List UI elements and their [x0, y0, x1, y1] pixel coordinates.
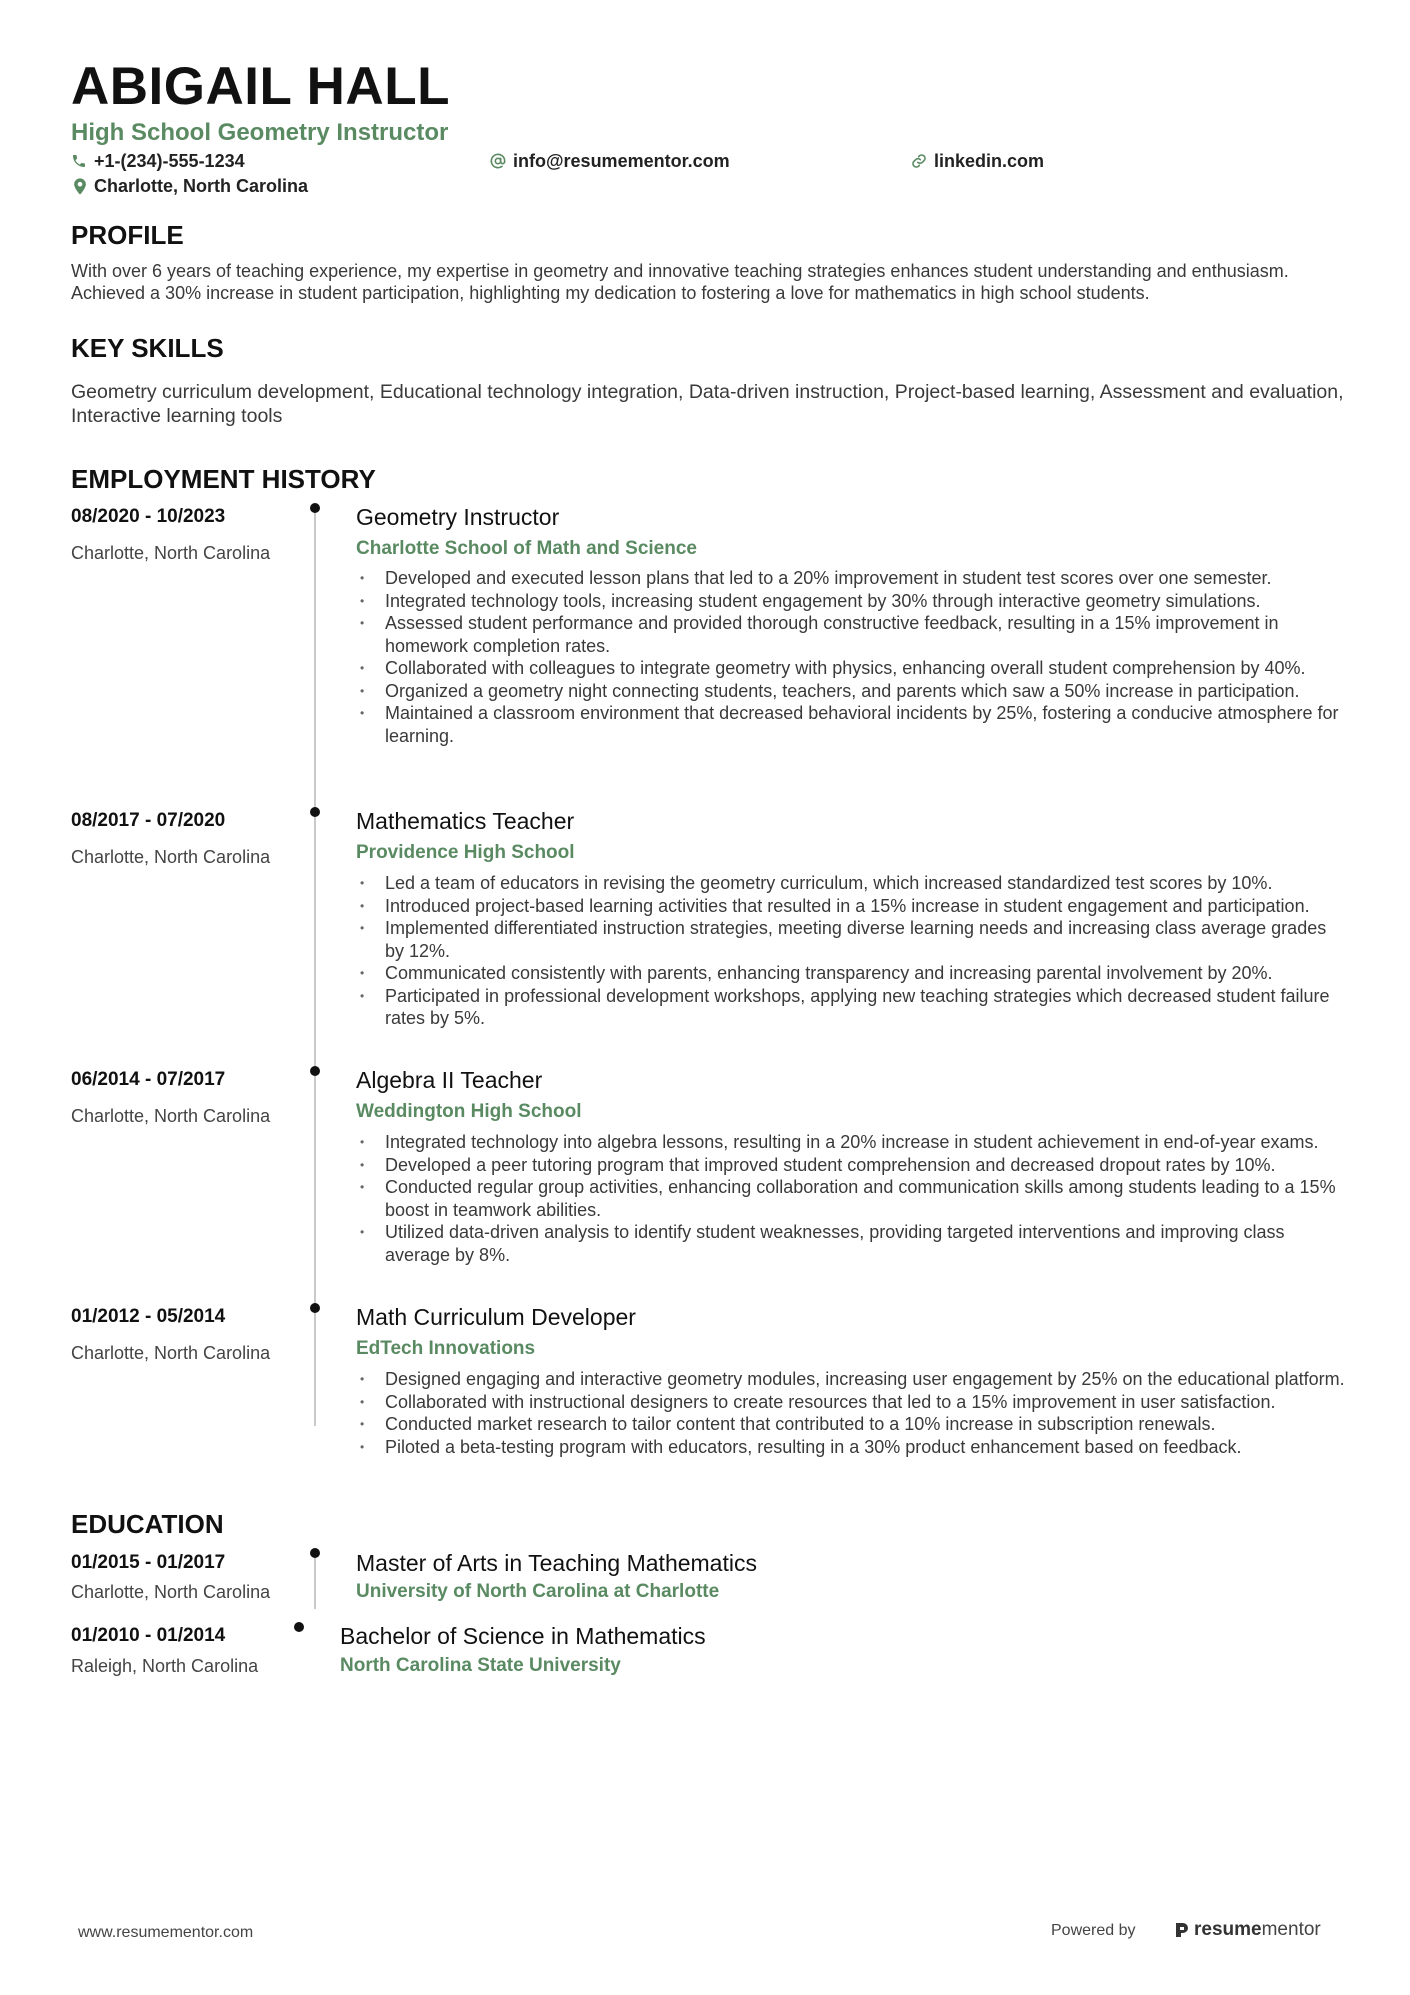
job-bullet: • Utilized data-driven analysis to identify student weaknesses, providing targeted interventions and improving class average by 8%.: [356, 1221, 1348, 1266]
timeline-dot: [310, 1066, 320, 1076]
job-bullet: • Organized a geometry night connecting students, teachers, and parents which saw a 50% increase in participation.: [356, 680, 1348, 703]
edu-school: North Carolina State University: [340, 1655, 621, 1676]
job-bullet: • Integrated technology into algebra lessons, resulting in a 20% increase in student achievement in end-of-year exams.: [356, 1131, 1348, 1154]
profile-heading: PROFILE: [71, 220, 184, 250]
brand-bold-text: resume: [1194, 1919, 1262, 1940]
edu-location: Raleigh, North Carolina: [71, 1656, 259, 1676]
job-bullets: [356, 872, 1348, 1030]
job-bullets: [356, 567, 1348, 747]
edu-school: University of North Carolina at Charlotte: [356, 1581, 720, 1602]
job-dates: 08/2020 - 10/2023: [71, 506, 226, 527]
job-dates: 01/2012 - 05/2014: [71, 1306, 226, 1327]
job-bullet: • Participated in professional development workshops, applying new teaching strategies which decreased student failure rates by 5%.: [356, 985, 1348, 1030]
job-dates: 06/2014 - 07/2017: [71, 1069, 226, 1090]
resumementor-logo[interactable]: [1174, 1918, 1321, 1942]
job-bullet: • Maintained a classroom environment that decreased behavioral incidents by 25%, fostering a conducive atmosphere for learning.: [356, 702, 1348, 747]
skills-text: Geometry curriculum development, Educational technology integration, Data-driven instruction, Project-based learning, Assessment and evaluation, Interactive learning tools: [71, 381, 1344, 427]
skills-heading: KEY SKILLS: [71, 333, 224, 363]
link-icon: [911, 153, 927, 169]
phone-icon: [71, 153, 87, 169]
job-location: Charlotte, North Carolina: [71, 1106, 271, 1126]
job-bullet: • Developed and executed lesson plans that led to a 20% improvement in student test scores over one semester.: [356, 567, 1348, 590]
job-bullet: • Led a team of educators in revising the geometry curriculum, which increased standardized test scores by 10%.: [356, 872, 1348, 895]
location-text: Charlotte, North Carolina: [94, 176, 309, 196]
job-company: Charlotte School of Math and Science: [356, 538, 697, 559]
profile-text: With over 6 years of teaching experience, my expertise in geometry and innovative teaching strategies enhances student understanding and enthusiasm. Achieved a 30% increase in student participation, highlighting my dedication to fostering a love for mathematics in high school students.: [71, 261, 1289, 303]
brand-light-text: mentor: [1261, 1919, 1321, 1940]
contact-phone: [71, 149, 245, 173]
candidate-title: High School Geometry Instructor: [71, 119, 449, 146]
job-bullets: [356, 1131, 1348, 1266]
job-title: Math Curriculum Developer: [356, 1304, 636, 1330]
job-bullet: • Designed engaging and interactive geometry modules, increasing user engagement by 25% on the educational platform.: [356, 1368, 1348, 1391]
job-title: Algebra II Teacher: [356, 1067, 543, 1093]
powered-by-label: Powered by: [1051, 1922, 1136, 1939]
email-text: info@resumementor.com: [513, 151, 730, 171]
contact-location: [73, 174, 308, 198]
job-bullet: • Implemented differentiated instruction strategies, meeting diverse learning needs and increasing class average grades by 12%.: [356, 917, 1348, 962]
phone-text: +1-(234)-555-1234: [94, 151, 245, 171]
edu-degree: Bachelor of Science in Mathematics: [340, 1623, 706, 1649]
employment-heading: EMPLOYMENT HISTORY: [71, 464, 376, 494]
job-company: Providence High School: [356, 842, 575, 863]
job-bullet: • Developed a peer tutoring program that improved student comprehension and decreased dropout rates by 10%.: [356, 1154, 1348, 1177]
contact-website[interactable]: [911, 149, 1044, 173]
job-bullet: • Conducted regular group activities, enhancing collaboration and communication skills among students leading to a 15% boost in teamwork abilities.: [356, 1176, 1348, 1221]
job-bullet: • Communicated consistently with parents, enhancing transparency and increasing parental involvement by 20%.: [356, 962, 1348, 985]
job-title: Geometry Instructor: [356, 504, 560, 530]
job-bullet: • Introduced project-based learning activities that resulted in a 15% increase in student engagement and participation.: [356, 895, 1348, 918]
edu-degree: Master of Arts in Teaching Mathematics: [356, 1550, 757, 1576]
education-timeline-line: [314, 1552, 316, 1609]
timeline-dot: [294, 1622, 304, 1632]
job-bullet: • Conducted market research to tailor content that contributed to a 10% increase in subscription renewals.: [356, 1413, 1348, 1436]
job-company: EdTech Innovations: [356, 1338, 536, 1359]
job-location: Charlotte, North Carolina: [71, 847, 271, 867]
at-sign-icon: [490, 153, 506, 169]
job-bullet: • Integrated technology tools, increasing student engagement by 30% through interactive geometry simulations.: [356, 590, 1348, 613]
timeline-dot: [310, 503, 320, 513]
edu-location: Charlotte, North Carolina: [71, 1582, 271, 1602]
contact-email[interactable]: [490, 149, 730, 173]
job-company: Weddington High School: [356, 1101, 582, 1122]
job-title: Mathematics Teacher: [356, 808, 575, 834]
job-location: Charlotte, North Carolina: [71, 1343, 271, 1363]
location-pin-icon: [73, 178, 87, 195]
job-dates: 08/2017 - 07/2020: [71, 810, 226, 831]
job-bullet: • Collaborated with colleagues to integrate geometry with physics, enhancing overall student comprehension by 40%.: [356, 657, 1348, 680]
job-bullet: • Collaborated with instructional designers to create resources that led to a 15% improvement in user satisfaction.: [356, 1391, 1348, 1414]
website-text: linkedin.com: [934, 151, 1045, 171]
footer-website-link[interactable]: www.resumementor.com: [78, 1924, 254, 1941]
employment-timeline-line: [314, 505, 316, 1426]
candidate-name: ABIGAIL HALL: [71, 57, 450, 116]
timeline-dot: [310, 807, 320, 817]
job-bullets: [356, 1368, 1348, 1458]
job-bullet: • Piloted a beta-testing program with educators, resulting in a 30% product enhancement based on feedback.: [356, 1436, 1348, 1459]
education-heading: EDUCATION: [71, 1509, 224, 1539]
timeline-dot: [310, 1548, 320, 1558]
edu-dates: 01/2010 - 01/2014: [71, 1625, 226, 1646]
resumementor-logo-icon: [1174, 1921, 1190, 1939]
job-bullet: • Assessed student performance and provided thorough constructive feedback, resulting in a 15% improvement in homework completion rates.: [356, 612, 1348, 657]
timeline-dot: [310, 1303, 320, 1313]
job-location: Charlotte, North Carolina: [71, 543, 271, 563]
edu-dates: 01/2015 - 01/2017: [71, 1552, 226, 1573]
